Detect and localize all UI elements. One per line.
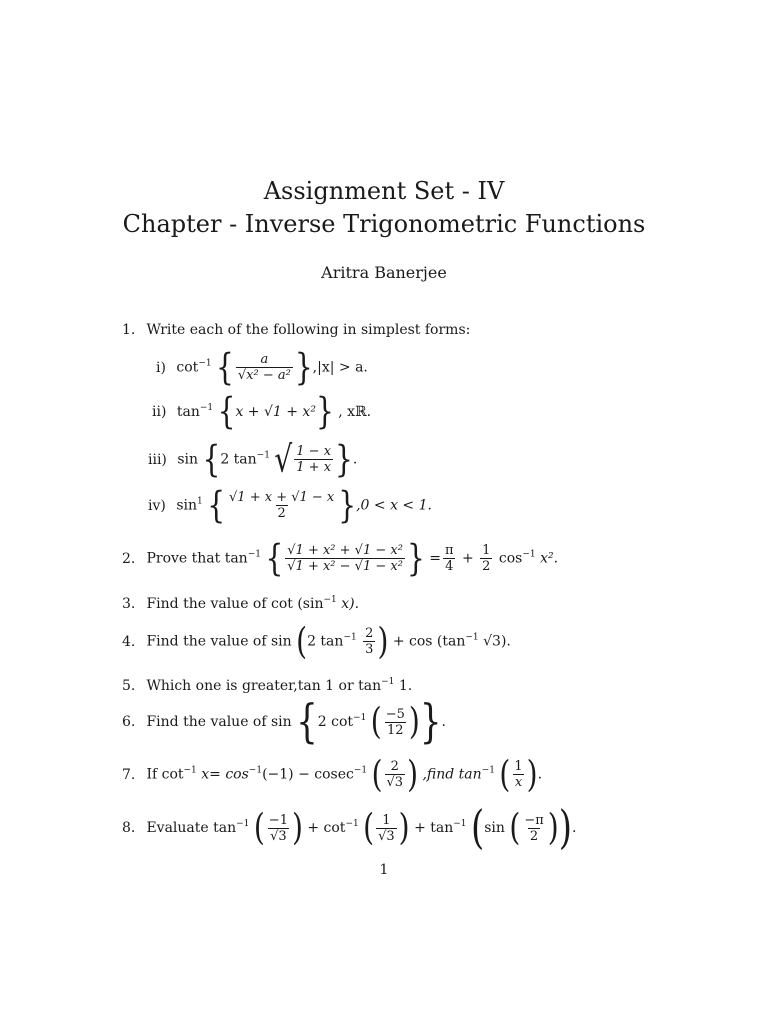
- page-number: 1: [379, 862, 389, 878]
- question-2: 2. Prove that $\tan^{-1}$ { $\frac{\text{√1 + x² + √1 − x²}}{\text{√1 + x² − √1 − x²}}$ } = $\frac{\pi}{4}$ + $\frac{1}{2}$ $\cos^{-1} x^2$.: [122, 536, 559, 580]
- question-8: 8. Evaluate $\tan^{-1}$ ( $\frac{-1}{√3}$ ) + $\cot^{-1}$ ( $\frac{1}{√3}$ ) + $\tan^{-1} (\sin$ ( $\frac{-\pi}{2}$ )).: [122, 801, 577, 855]
- q1-item-i: i) $\cot^{-1}$ { $\frac{a}{\text{√x² − a²}}$ },|x| > a.: [156, 345, 368, 389]
- question-1: 1. Write each of the following in simplest forms:: [122, 322, 471, 338]
- q1-item-iii: iii) sin {2 $\tan^{-1}$ √ $\frac{1 - x}{1 + x}$ }.: [148, 437, 358, 481]
- q1-item-ii: ii) $\tan^{-1} \{x + √1 + x^2\}$ , xℝ.: [152, 389, 372, 433]
- question-3: 3. Find the value of $\cot (\sin^{-1}$ x).: [122, 595, 360, 612]
- q1-item-iv: iv) $\sin^1$ { $\frac{√1 + x + √1 - x}{2}$ },0 < x < 1.: [148, 483, 432, 527]
- author: Aritra Banerjee: [321, 263, 447, 282]
- title-line-2: Chapter - Inverse Trigonometric Functions: [122, 210, 646, 238]
- question-4: 4. Find the value of sin (2 $\tan^{-1}$ $\frac{2}{3}$ ) + $\cos (\tan^{-1}$ √3).: [122, 619, 511, 663]
- question-6: 6. Find the value of sin {2 $\cot^{-1}$ ( $\frac{-5}{12}$ )}.: [122, 695, 446, 749]
- title-line-1: Assignment Set - IV: [263, 177, 505, 205]
- question-7: 7. If $\cot^{-1} x= \cos^{-1}(-1) - cosec^{-1}$ ( $\frac{2}{√3}$ ) ,find $\tan^{-1}$ ( $\frac{1}{x}$ ).: [122, 752, 543, 796]
- question-5: 5. Which one is greater,tan 1 or $\tan^{-1} 1$.: [122, 677, 413, 694]
